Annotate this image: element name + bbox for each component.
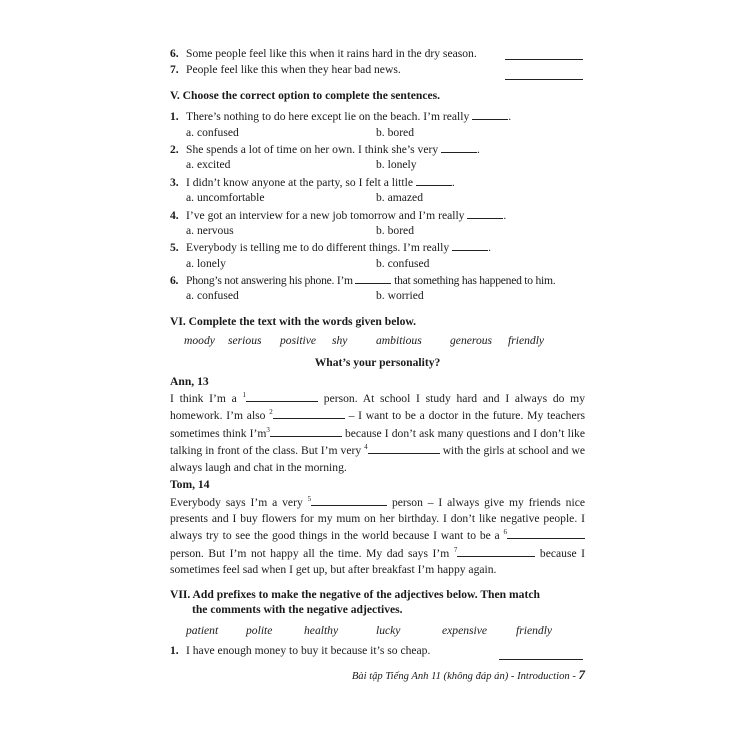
blank-number: 5 <box>307 494 312 503</box>
question-number: 2. <box>170 142 179 156</box>
answer-blank[interactable] <box>246 390 318 402</box>
text-part: person. At school I study hard and I always do my homework. I’m also <box>170 392 585 423</box>
blank-number: 2 <box>269 408 273 417</box>
question-text: Phong’s not answering his phone. I’m <box>186 274 353 288</box>
option-b[interactable]: b. lonely <box>376 158 417 172</box>
question-number: 1. <box>170 110 179 124</box>
answer-blank[interactable] <box>505 47 583 60</box>
answer-blank[interactable] <box>416 174 452 186</box>
answer-blank[interactable] <box>499 647 583 660</box>
author-ann: Ann, 13 <box>170 374 209 388</box>
section-v-item-6 <box>170 272 585 305</box>
blank-number: 6 <box>503 528 507 537</box>
answer-blank[interactable] <box>452 239 488 251</box>
word-bank-item: healthy <box>304 623 339 637</box>
option-b[interactable]: b. amazed <box>376 191 423 205</box>
option-a[interactable]: a. uncomfortable <box>186 191 265 205</box>
answer-blank[interactable] <box>467 207 503 219</box>
question-end: . <box>451 175 455 189</box>
question-iv-6 <box>170 46 585 62</box>
question-text: Some people feel like this when it rains hard in the dry season. <box>186 47 477 60</box>
text-part: person. But I’m not happy all the time. My dad says I’m <box>170 546 450 560</box>
option-b[interactable]: b. bored <box>376 223 414 237</box>
section-v-item-5 <box>170 239 585 272</box>
blank-number: 7 <box>453 545 458 554</box>
word-bank-item: generous <box>450 334 493 348</box>
answer-blank[interactable] <box>472 108 508 120</box>
question-number: 6. <box>170 274 179 288</box>
option-a[interactable]: a. confused <box>186 289 239 303</box>
word-bank-item: shy <box>332 334 348 348</box>
text-ann <box>170 390 585 476</box>
footer-text: Bài tập Tiếng Anh 11 (không đáp án) - Introduction - <box>351 671 576 682</box>
text-part: with the girls at school and we always laugh and chat in the morning. <box>170 444 585 474</box>
option-a[interactable]: a. confused <box>186 125 239 139</box>
section-v-heading: V. Choose the correct option to complete the sentences. <box>170 88 441 102</box>
question-text: People feel like this when they hear bad news. <box>186 63 401 77</box>
text-title: What’s your personality? <box>314 356 441 370</box>
question-number: 4. <box>170 208 179 222</box>
word-bank-item: ambitious <box>376 334 422 348</box>
answer-blank[interactable] <box>368 442 440 454</box>
text-tom <box>170 494 585 579</box>
text-part: – I want to be a doctor in the future. My teachers sometimes think I’m <box>170 409 585 440</box>
option-b[interactable]: b. confused <box>376 256 430 270</box>
question-end: . <box>503 208 507 222</box>
word-bank-item: polite <box>246 623 273 637</box>
section-v-item-4 <box>170 207 585 240</box>
text-part: person – I always give my friends nice presents and I buy flowers for my mum on her birthday. I don’t like negative people. I always try to see the good things in the world because I want to be a <box>170 495 585 543</box>
page-number: 7 <box>578 667 585 682</box>
worksheet-page <box>170 46 585 659</box>
option-a[interactable]: a. lonely <box>186 256 226 270</box>
section-vii-heading <box>170 587 585 617</box>
page-footer <box>170 667 585 683</box>
question-number: 7. <box>170 63 179 77</box>
question-number: 5. <box>170 241 179 255</box>
section-v-item-2 <box>170 141 585 174</box>
question-end: . <box>477 142 480 156</box>
blank-number: 1 <box>242 391 247 400</box>
question-text: I didn’t know anyone at the party, so I felt a little <box>186 175 413 189</box>
text-part: I think I’m a <box>170 392 237 406</box>
question-text: Everybody is telling me to do different things. I’m really <box>186 241 450 255</box>
word-bank-item: friendly <box>516 623 553 637</box>
question-text: She spends a lot of time on her own. I think she’s very <box>186 142 439 156</box>
blank-number: 3 <box>266 426 270 435</box>
question-text: There’s nothing to do here except lie on the beach. I’m really <box>186 110 470 124</box>
question-number: 3. <box>170 175 179 189</box>
question-end: that something has happened to him. <box>394 274 556 288</box>
heading-line: VII. Add prefixes to make the negative of the adjectives below. Then match <box>170 587 540 601</box>
section-v-item-3 <box>170 174 585 207</box>
answer-blank[interactable] <box>457 545 535 557</box>
answer-blank[interactable] <box>311 494 387 506</box>
word-bank-item: serious <box>228 334 262 348</box>
option-a[interactable]: a. nervous <box>186 223 234 237</box>
author-tom: Tom, 14 <box>170 478 210 492</box>
word-bank-item: lucky <box>376 623 401 637</box>
answer-blank[interactable] <box>270 425 342 437</box>
option-b[interactable]: b. worried <box>376 289 424 303</box>
question-text: I have enough money to buy it because it’s so cheap. <box>186 643 431 657</box>
option-a[interactable]: a. excited <box>186 158 231 172</box>
question-vii-1 <box>170 643 585 659</box>
word-bank-item: moody <box>184 334 215 348</box>
option-b[interactable]: b. bored <box>376 125 414 139</box>
text-part: Everybody says I’m a very <box>170 495 303 509</box>
word-bank-item: positive <box>280 334 317 348</box>
question-number: 6. <box>170 47 179 60</box>
word-bank-item: friendly <box>508 334 545 348</box>
question-iv-7 <box>170 62 585 78</box>
answer-blank[interactable] <box>273 407 345 419</box>
heading-line: the comments with the negative adjectives. <box>192 602 403 616</box>
section-vi-heading: VI. Complete the text with the words given below. <box>170 314 417 328</box>
word-bank-vii <box>170 623 585 641</box>
question-text: I’ve got an interview for a new job tomorrow and I’m really <box>186 208 465 222</box>
question-end: . <box>508 110 512 124</box>
word-bank-item: expensive <box>442 623 488 637</box>
answer-blank[interactable] <box>505 67 583 80</box>
blank-number: 4 <box>364 443 368 452</box>
text-part: because I don’t ask many questions and I don’t like talking in front of the class. But I’m very <box>170 426 585 458</box>
answer-blank[interactable] <box>355 272 391 284</box>
question-end: . <box>488 241 491 255</box>
word-bank-vi <box>170 333 585 351</box>
question-number: 1. <box>170 643 179 657</box>
answer-blank[interactable] <box>507 527 585 539</box>
text-part: because I sometimes feel sad when I get up, but after breakfast I’m happy again. <box>170 546 586 577</box>
word-bank-item: patient <box>186 623 219 637</box>
section-v-item-1 <box>170 108 585 141</box>
answer-blank[interactable] <box>441 141 477 153</box>
